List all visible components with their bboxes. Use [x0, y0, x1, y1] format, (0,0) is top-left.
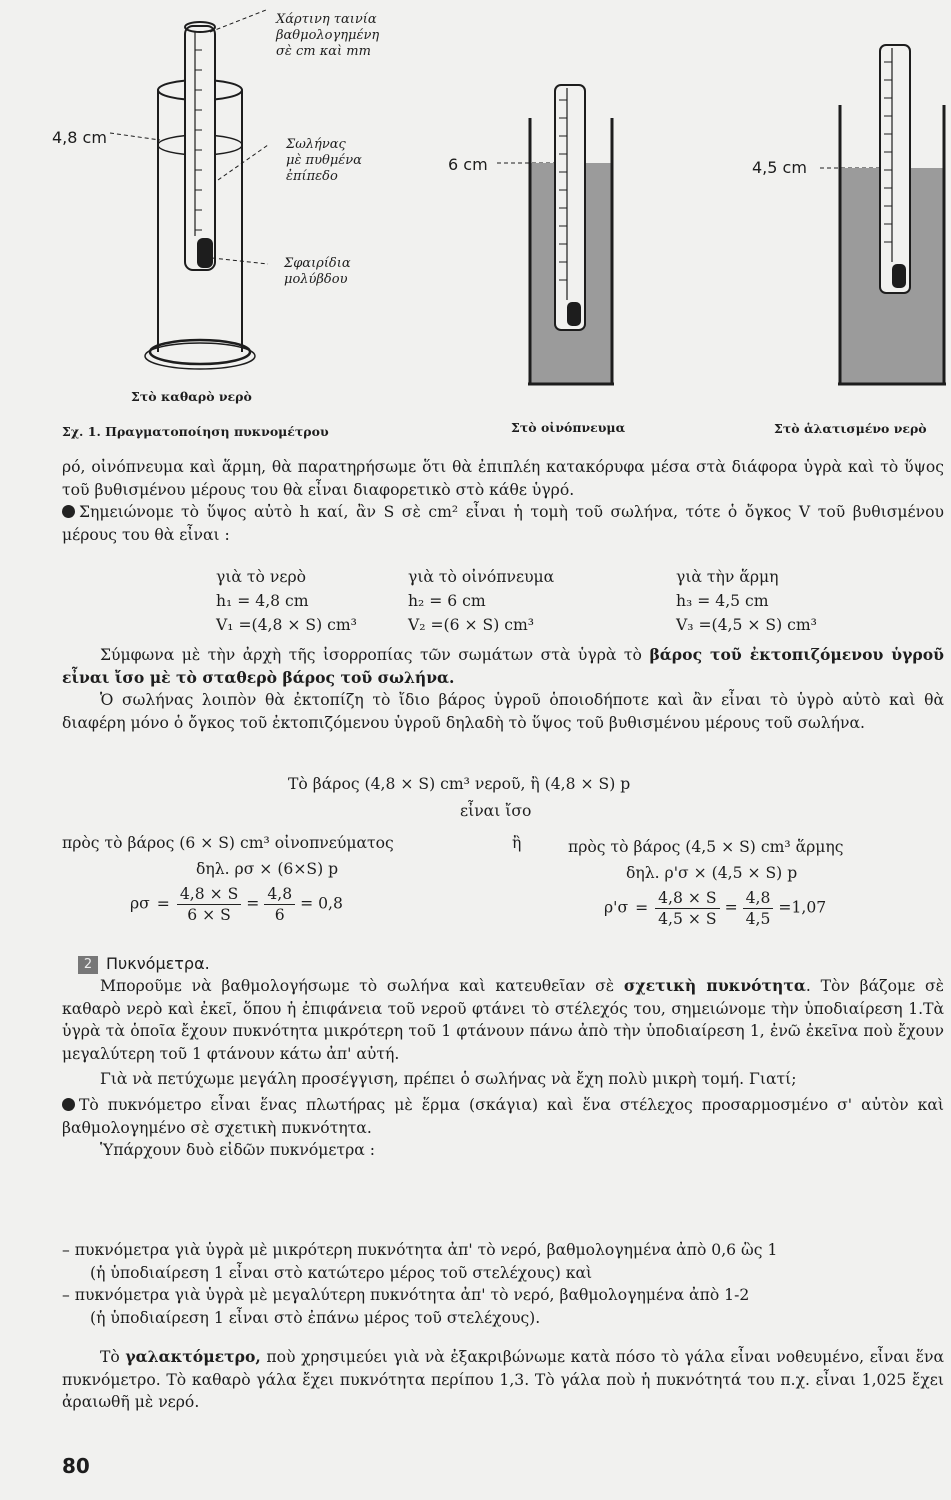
section-heading [78, 954, 210, 974]
column-brine: γιὰ τὴν ἅρμη h₃ = 4,5 cm V₃ =(4,5 × S) cm³ [676, 568, 817, 634]
body-top [62, 456, 944, 546]
fraction-brine: ρ'σ = $\frac{4,8 \times S}{4,5 \times S}$ = $\frac{4,8}{4,5}$ =1,07 [604, 889, 827, 928]
label-paper-strip: Χάρτινη ταινία βαθμολογημένη σὲ cm καὶ mm [276, 12, 380, 59]
paragraph-6: Γιὰ νὰ πετύχωμε μεγάλη προσέγγιση, πρέπει ὁ σωλήνας νὰ ἔχη πολὺ μικρὴ τομή. Γιατί; [100, 1070, 797, 1089]
figure-drawing [0, 0, 951, 445]
label-lead-shot: Σφαιρίδια μολύβδου [284, 256, 351, 287]
bullet-icon [62, 505, 75, 518]
paragraph-7: Τὸ πυκνόμετρο εἶναι ἕνας πλωτήρας μὲ ἕρμα (σκάγια) καὶ ἕνα στέλεχος προσαρμοσμένο σ' αὐτὸν καὶ βαθμολογημένο σὲ σχετικὴ πυκνότητα. [62, 1095, 944, 1137]
measure-brine: 4,5 cm [752, 158, 807, 177]
equation-line-2: εἶναι ἴσο [460, 802, 532, 820]
equation-line-4a: δηλ. ρσ × (6×S) p [196, 860, 339, 878]
list-item: – πυκνόμετρα γιὰ ὑγρὰ μὲ μεγαλύτερη πυκνότητα ἀπ' τὸ νερό, βαθμολογημένα ἀπὸ 1-2 [62, 1286, 750, 1305]
equation-line-3b: πρὸς τὸ βάρος (4,5 × S) cm³ ἅρμης [568, 838, 844, 856]
list-item-detail: (ἡ ὑποδιαίρεση 1 εἶναι στὸ κατώτερο μέρος τοῦ στελέχους) καὶ [90, 1263, 593, 1282]
section-title: Πυκνόμετρα. [106, 954, 210, 973]
column-alcohol: γιὰ τὸ οἰνόπνευμα h₂ = 6 cm V₂ =(6 × S) cm³ [408, 568, 555, 634]
caption-water: Στὸ καθαρὸ νερὸ [131, 389, 252, 404]
measure-water: 4,8 cm [52, 128, 107, 147]
figure-pycnometer [0, 0, 951, 445]
beaker-brine [838, 45, 946, 384]
lead-shot-water [197, 238, 213, 268]
measure-alcohol: 6 cm [448, 155, 488, 174]
paragraph-3: Σύμφωνα μὲ τὴν ἀρχὴ τῆς ἰσορροπίας τῶν σωμάτων στὰ ὑγρὰ τὸ βάρος τοῦ ἐκτοπιζόμενου ὑγροῦ εἶναι ἴσο μὲ τὸ σταθερὸ βάρος τοῦ σωλήνα. [62, 645, 944, 687]
column-water: γιὰ τὸ νερὸ h₁ = 4,8 cm V₁ =(4,8 × S) cm³ [216, 568, 357, 634]
equation-or: ἢ [512, 834, 522, 852]
body-middle [62, 644, 944, 734]
paragraph-8: Ὑπάρχουν δυὸ εἰδῶν πυκνόμετρα : [100, 1141, 375, 1160]
paragraph-9: Τὸ γαλακτόμετρο, ποὺ χρησιμεύει γιὰ νὰ ἐξακριβώνωμε κατὰ πόσο τὸ γάλα εἶναι νοθευμένο, εἶναι ἕνα πυκνόμετρο. Τὸ καθαρὸ γάλα ἔχει πυκνότητα περίπου 1,3. Τὸ γάλα ποὺ ἡ πυκνότητά του π.χ. εἶναι 1,025 ἔχει ἀραιωθῆ μὲ νερό. [62, 1347, 945, 1412]
fraction-alcohol: ρσ = $\frac{4,8 \times S}{6 \times S}$ = $\frac{4,8}{6}$ = 0,8 [130, 885, 343, 924]
paragraph-4: Ὁ σωλήνας λοιπὸν θὰ ἐκτοπίζη τὸ ἴδιο βάρος ὑγροῦ ὁποιοδήποτε καὶ ἂν εἶναι τὸ ὑγρὸ αὐτὸ καὶ θὰ διαφέρη μόνο ὁ ὄγκος τοῦ ἐκτοπιζόμενου ὑγροῦ δηλαδὴ τὸ ὕψος τοῦ βυθισμένου μέρους τοῦ σωλήνα. [62, 691, 944, 732]
beaker-alcohol [528, 85, 614, 384]
bullet-icon [62, 1098, 75, 1111]
label-tube: Σωλήνας μὲ πυθμένα ἐπίπεδο [286, 137, 362, 184]
section-number: 2 [78, 956, 98, 974]
equation-line-4b: δηλ. ρ'σ × (4,5 × S) p [626, 864, 798, 882]
equation-line-1: Τὸ βάρος (4,8 × S) cm³ νεροῦ, ἢ (4,8 × S) p [288, 775, 631, 793]
tube-water [185, 22, 215, 270]
paragraph-1: ρό, οἰνόπνευμα καὶ ἅρμη, θὰ παρατηρήσωμε ὅτι θὰ ἐπιπλέη κατακόρυφα μέσα στὰ διάφορα ὑγρὰ καὶ τὸ ὕψος τοῦ βυθισμένου μέρους του θὰ εἶναι διαφορετικὸ στὸ κάθε ὑγρό. [62, 458, 944, 499]
caption-alcohol: Στὸ οἰνόπνευμα [511, 420, 626, 435]
list-item: – πυκνόμετρα γιὰ ὑγρὰ μὲ μικρότερη πυκνότητα ἀπ' τὸ νερό, βαθμολογημένα ἀπὸ 0,6 ὣς 1 [62, 1241, 778, 1259]
figure-title: Σχ. 1. Πραγματοποίηση πυκνομέτρου [62, 424, 329, 439]
caption-brine: Στὸ ἁλατισμένο νερὸ [774, 421, 927, 436]
equation-line-3a: πρὸς τὸ βάρος (6 × S) cm³ οἰνοπνεύματος [62, 834, 394, 852]
paragraph-5: Μποροῦμε νὰ βαθμολογήσωμε τὸ σωλήνα καὶ κατευθεῖαν σὲ σχετικὴ πυκνότητα. Τὸν βάζομε σὲ καθαρὸ νερὸ καὶ ἐκεῖ, ὅπου ἡ ἐπιφάνεια τοῦ νεροῦ φτάνει τὸ στέλεχός του, σημειώνομε τὴν ὑποδιαίρεση 1.Τὰ ὑγρὰ τὰ ὁποῖα ἔχουν πυκνότητα μικρότερη τοῦ 1 φτάνουν πάνω ἀπὸ τὴν ὑποδιαίρεση 1, ἐνῶ ἐκεῖνα ποὺ ἔχουν μεγαλύτερη τοῦ 1 φτάνουν κάτω ἀπ' αὐτή. [62, 976, 944, 1063]
page-number: 80 [62, 1454, 90, 1478]
density-list [62, 1239, 946, 1329]
body-end [62, 1346, 944, 1414]
list-item-detail: (ἡ ὑποδιαίρεση 1 εἶναι στὸ ἐπάνω μέρος τοῦ στελέχους). [90, 1308, 541, 1327]
body-bottom [62, 975, 944, 1162]
paragraph-2: Σημειώνομε τὸ ὕψος αὐτὸ h καί, ἂν S σὲ cm² εἶναι ἡ τομὴ τοῦ σωλήνα, τότε ὁ ὄγκος V τοῦ βυθισμένου μέρους του θὰ εἶναι : [62, 503, 944, 544]
